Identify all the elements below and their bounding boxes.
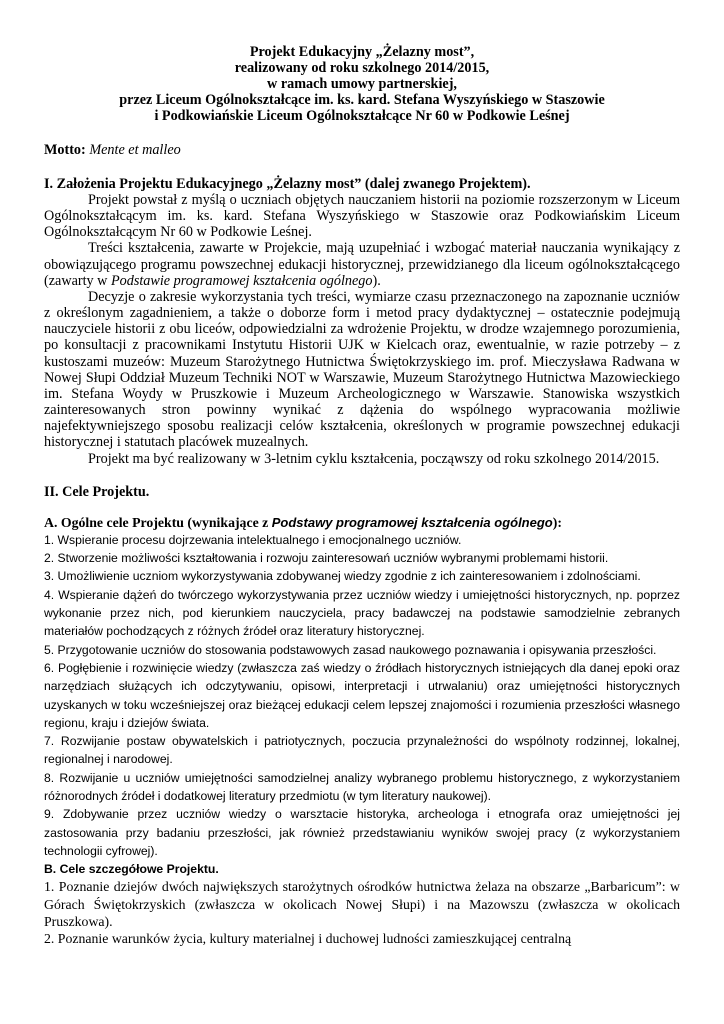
title-line: przez Liceum Ogólnokształcące im. ks. kard. Stefana Wyszyńskiego w Staszowie xyxy=(119,92,605,108)
specific-goals-list xyxy=(44,878,680,947)
section-2b-heading: B. Cele szczegółowe Projektu. xyxy=(44,862,219,877)
list-item: 1. Wspieranie procesu dojrzewania intelektualnego i emocjonalnego uczniów. xyxy=(44,532,462,547)
general-goals-list xyxy=(44,531,680,860)
list-item: 5. Przygotowanie uczniów do stosowania podstawowych zasad naukowego poznawania i opisywania przeszłości. xyxy=(44,642,657,657)
section-1-paragraph: Decyzje o zakresie wykorzystania tych treści, wymiarze czasu przeznaczonego na zapoznanie uczniów z określonym zagadnieniem, a także o doborze form i metod pracy dydaktycznej – ostatecznie podejmują nauczyciele historii z obu liceów, odpowiedzialni za wdrożenie Projektu, w drodze wzajemnego porozumienia, po konsultacji z pracownikami Instytutu Historii UJK w Kielcach oraz, ewentualnie, w razie potrzeby – z kustoszami muzeów: Muzeum Starożytnego Hutnictwa Świętokrzyskiego im. prof. Mieczysława Radwana w Nowej Słupi Oddział Muzeum Techniki NOT w Warszawie, Muzeum Starożytnego Hutnictwa Mazowieckiego im. Stefana Woydy w Pruszkowie i Muzeum Archeologicznego w Warszawie. Stanowiska wszystkich zainteresowanych stron powinny wynikać z dążenia do wspólnego wypracowania możliwie najefektywniejszego sposobu realizacji celów kształcenia, określonych w programie powszechnej edukacji historycznej i statutach placówek muzealnych. xyxy=(44,288,680,451)
document-title xyxy=(44,44,680,124)
title-line: Projekt Edukacyjny „Żelazny most”, xyxy=(249,44,475,60)
title-line: i Podkowiańskie Liceum Ogólnokształcące Nr 60 w Podkowie Leśnej xyxy=(154,108,570,124)
motto xyxy=(44,142,680,158)
document-page xyxy=(44,44,680,947)
heading-text: ): xyxy=(552,514,562,530)
heading-text: A. Ogólne cele Projektu (wynikające z xyxy=(44,514,272,530)
list-item: 7. Rozwijanie postaw obywatelskich i patriotycznych, poczucia przynależności do wspólnoty rodzinnej, lokalnej, regionalnej i narodowej. xyxy=(44,734,680,767)
heading-italic-text: Podstawy programowej kształcenia ogólnego xyxy=(271,514,553,530)
section-1-paragraph: Projekt ma być realizowany w 3-letnim cyklu kształcenia, począwszy od roku szkolnego 2014/2015. xyxy=(88,450,660,467)
section-2a-heading xyxy=(44,514,680,531)
paragraph-italic-text: Podstawie programowej kształcenia ogólnego xyxy=(110,272,373,289)
list-item: 8. Rozwijanie u uczniów umiejętności samodzielnej analizy wybranego problemu historycznego, z wykorzystaniem różnorodnych źródeł i dodatkowej literatury przedmiotu (w tym literatury naukowej). xyxy=(44,770,680,803)
motto-label: Motto: xyxy=(44,142,86,158)
list-item: 9. Zdobywanie przez uczniów wiedzy o warsztacie historyka, archeologa i etnografa oraz umiejętności jej zastosowania przy badaniu przeszłości, jak również przedstawianiu wyników swojej pracy (z wykorzystaniem technologii cyfrowej). xyxy=(44,807,680,858)
section-1-paragraph xyxy=(44,240,680,288)
title-line: realizowany od roku szkolnego 2014/2015, xyxy=(234,60,490,76)
section-2-heading: II. Cele Projektu. xyxy=(44,483,150,500)
section-1-heading: I. Założenia Projektu Edukacyjnego „Żelazny most” (dalej zwanego Projektem). xyxy=(44,176,531,192)
list-item: 2. Poznanie warunków życia, kultury materialnej i duchowej ludności zamieszkującej centralną xyxy=(44,931,572,947)
motto-text: Mente et malleo xyxy=(89,142,181,158)
title-line: w ramach umowy partnerskiej, xyxy=(267,76,457,92)
list-item: 2. Stworzenie możliwości kształtowania i rozwoju zainteresowań uczniów wybranymi problemami historii. xyxy=(44,551,609,566)
paragraph-text: Treści kształcenia, zawarte w Projekcie, mają uzupełniać i wzbogać materiał nauczania wynikający z obowiązującego programu powszechnej edukacji historycznej, przewidzianego dla liceum ogólnokształcącego (zawarty w xyxy=(44,240,680,289)
list-item: 6. Pogłębienie i rozwinięcie wiedzy (zwłaszcza zaś wiedzy o źródłach historycznych istniejących dla danej epoki oraz narzędziach służących ich odczytywaniu, opisowi, interpretacji i utrwalaniu) oraz umiejętności historycznych uzyskanych w toku wcześniejszej oraz bieżącej edukacji celem lepszej znajomości i rozumienia przeszłości własnego regionu, kraju i dziejów świata. xyxy=(44,660,680,730)
list-item: 3. Umożliwienie uczniom wykorzystywania zdobywanej wiedzy zgodnie z ich zainteresowaniem i zdolnościami. xyxy=(44,569,641,584)
section-1-paragraph: Projekt powstał z myślą o uczniach objętych nauczaniem historii na poziomie rozszerzonym w Liceum Ogólnokształcącym im. ks. kard. Stefana Wyszyńskiego w Staszowie oraz Podkowiańskim Liceum Ogólnokształcącym Nr 60 w Podkowie Leśnej. xyxy=(44,192,680,241)
list-item: 1. Poznanie dziejów dwóch największych starożytnych ośrodków hutnictwa żelaza na obszarze „Barbaricum”: w Górach Świętokrzyskich (zwłaszcza w okolicach Nowej Słupi) i na Mazowszu (zwłaszcza w okolicach Pruszkowa). xyxy=(44,879,680,929)
paragraph-text: ). xyxy=(372,272,381,289)
list-item: 4. Wspieranie dążeń do twórczego wykorzystywania przez uczniów wiedzy i umiejętności historycznych, np. poprzez wykonanie przez nich, pod kierunkiem nauczyciela, pracy badawczej na podstawie samodzielnie zebranych materiałów pochodzących z różnych źródeł oraz literatury historycznej. xyxy=(44,587,680,639)
